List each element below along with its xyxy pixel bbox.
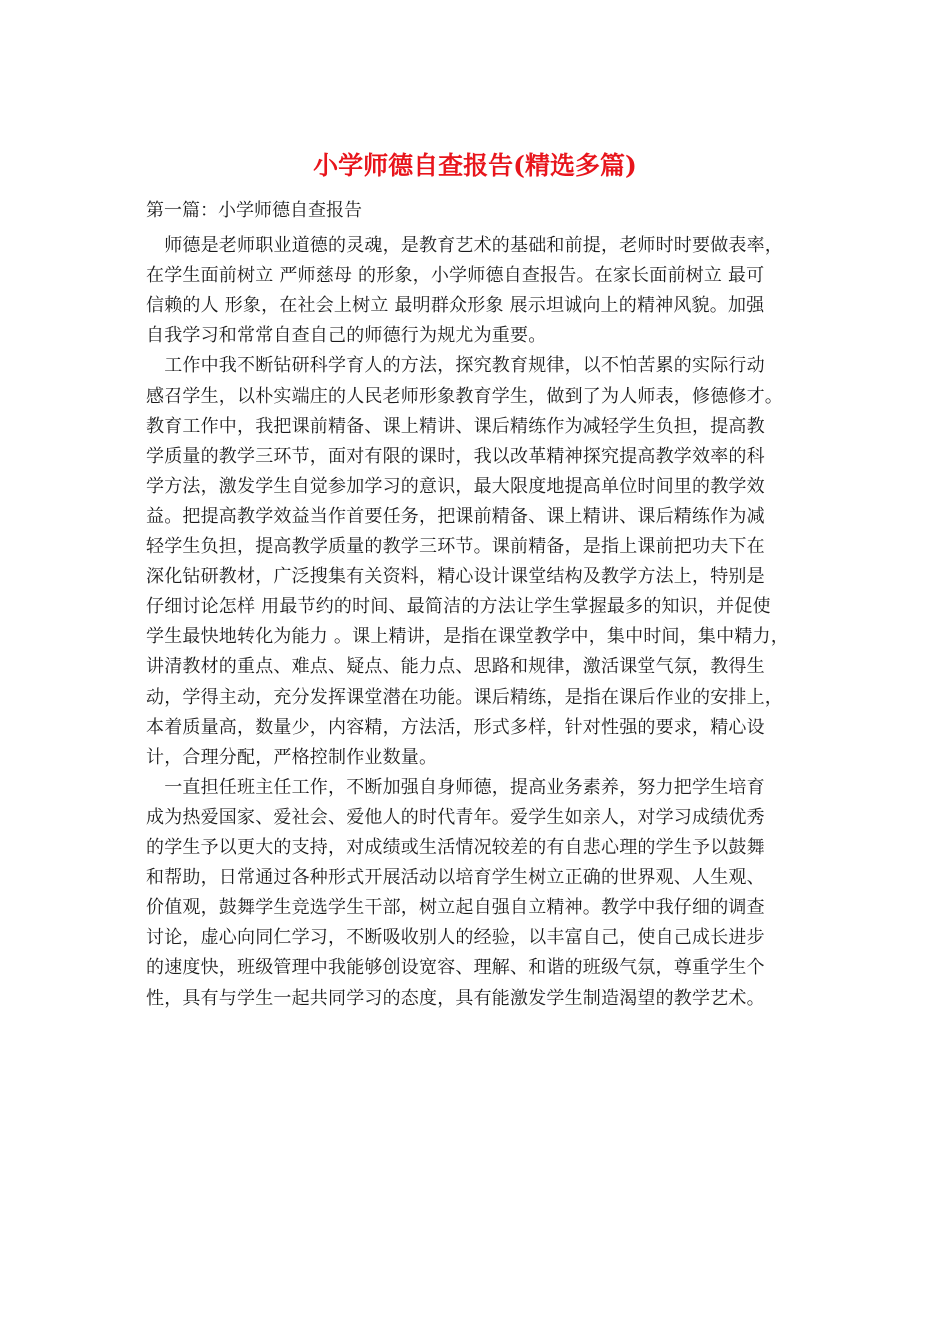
body-text-line: 师德是老师职业道德的灵魂，是教育艺术的基础和前提，老师时时要做表率， [146,235,783,256]
body-text-line: 的学生予以更大的支持，对成绩或生活情况较差的有自悲心理的学生予以鼓舞 [146,837,765,858]
document-title: 小学师德自查报告(精选多篇) [313,151,637,180]
body-text-line: 讨论，虚心向同仁学习，不断吸收别人的经验，以丰富自己，使自己成长进步 [146,927,765,949]
body-text-line: 性，具有与学生一起共同学习的态度，具有能激发学生制造渴望的教学艺术。 [146,987,765,1009]
body-text-line: 益。把提高教学效益当作首要任务，把课前精备、课上精讲、课后精练作为减 [146,505,765,527]
body-text-line: 的速度快，班级管理中我能够创设宽容、理解、和谐的班级气氛，尊重学生个 [146,957,765,979]
body-text-line: 和帮助，日常通过各种形式开展活动以培育学生树立正确的世界观、人生观、 [146,867,765,889]
body-text-line: 教育工作中，我把课前精备、课上精讲、课后精练作为减轻学生负担，提高教 [146,415,765,437]
body-text-line: 自我学习和常常自查自己的师德行为规尤为重要。 [146,325,547,347]
body-text-line: 轻学生负担，提高教学质量的教学三环节。课前精备，是指上课前把功夫下在 [146,536,765,557]
body-text-line: 深化钻研教材，广泛搜集有关资料，精心设计课堂结构及教学方法上，特别是 [146,566,765,588]
body-text-line: 感召学生，以朴实端庄的人民老师形象教育学生，做到了为人师表，修德修才。 [146,385,783,407]
body-text-line: 讲清教材的重点、难点、疑点、能力点、思路和规律，激活课堂气氛，教得生 [146,656,765,678]
body-text-line: 仔细讨论怎样 用最节约的时间、最简洁的方法让学生掌握最多的知识，并促使 [146,596,771,618]
document-subtitle: 第一篇：小学师德自查报告 [146,200,362,221]
body-text-line: 工作中我不断钻研科学育人的方法，探究教育规律，以不怕苦累的实际行动 [146,355,765,377]
body-text-line: 学生最快地转化为能力 。课上精讲，是指在课堂教学中，集中时间，集中精力， [146,626,789,648]
body-text-line: 本着质量高，数量少，内容精，方法活，形式多样，针对性强的要求，精心设 [146,716,765,738]
body-text-line: 计，合理分配，严格控制作业数量。 [146,746,438,768]
body-text-line: 价值观，鼓舞学生竞选学生干部，树立起自强自立精神。教学中我仔细的调查 [146,897,765,919]
body-text-line: 动，学得主动，充分发挥课堂潜在功能。课后精练，是指在课后作业的安排上， [146,686,783,708]
body-text-line: 学方法，激发学生自觉参加学习的意识，最大限度地提高单位时间里的教学效 [146,475,765,497]
body-text-line: 成为热爱国家、爱社会、爱他人的时代青年。爱学生如亲人，对学习成绩优秀 [146,806,765,828]
body-text-line: 信赖的人 形象，在社会上树立 最明群众形象 展示坦诚向上的精神风貌。加强 [146,295,765,317]
body-text-line: 学质量的教学三环节，面对有限的课时，我以改革精神探究提高教学效率的科 [146,445,765,467]
body-text-line: 一直担任班主任工作，不断加强自身师德，提高业务素养，努力把学生培育 [146,776,765,798]
body-text-line: 在学生面前树立 严师慈母 的形象，小学师德自查报告。在家长面前树立 最可 [146,265,765,287]
